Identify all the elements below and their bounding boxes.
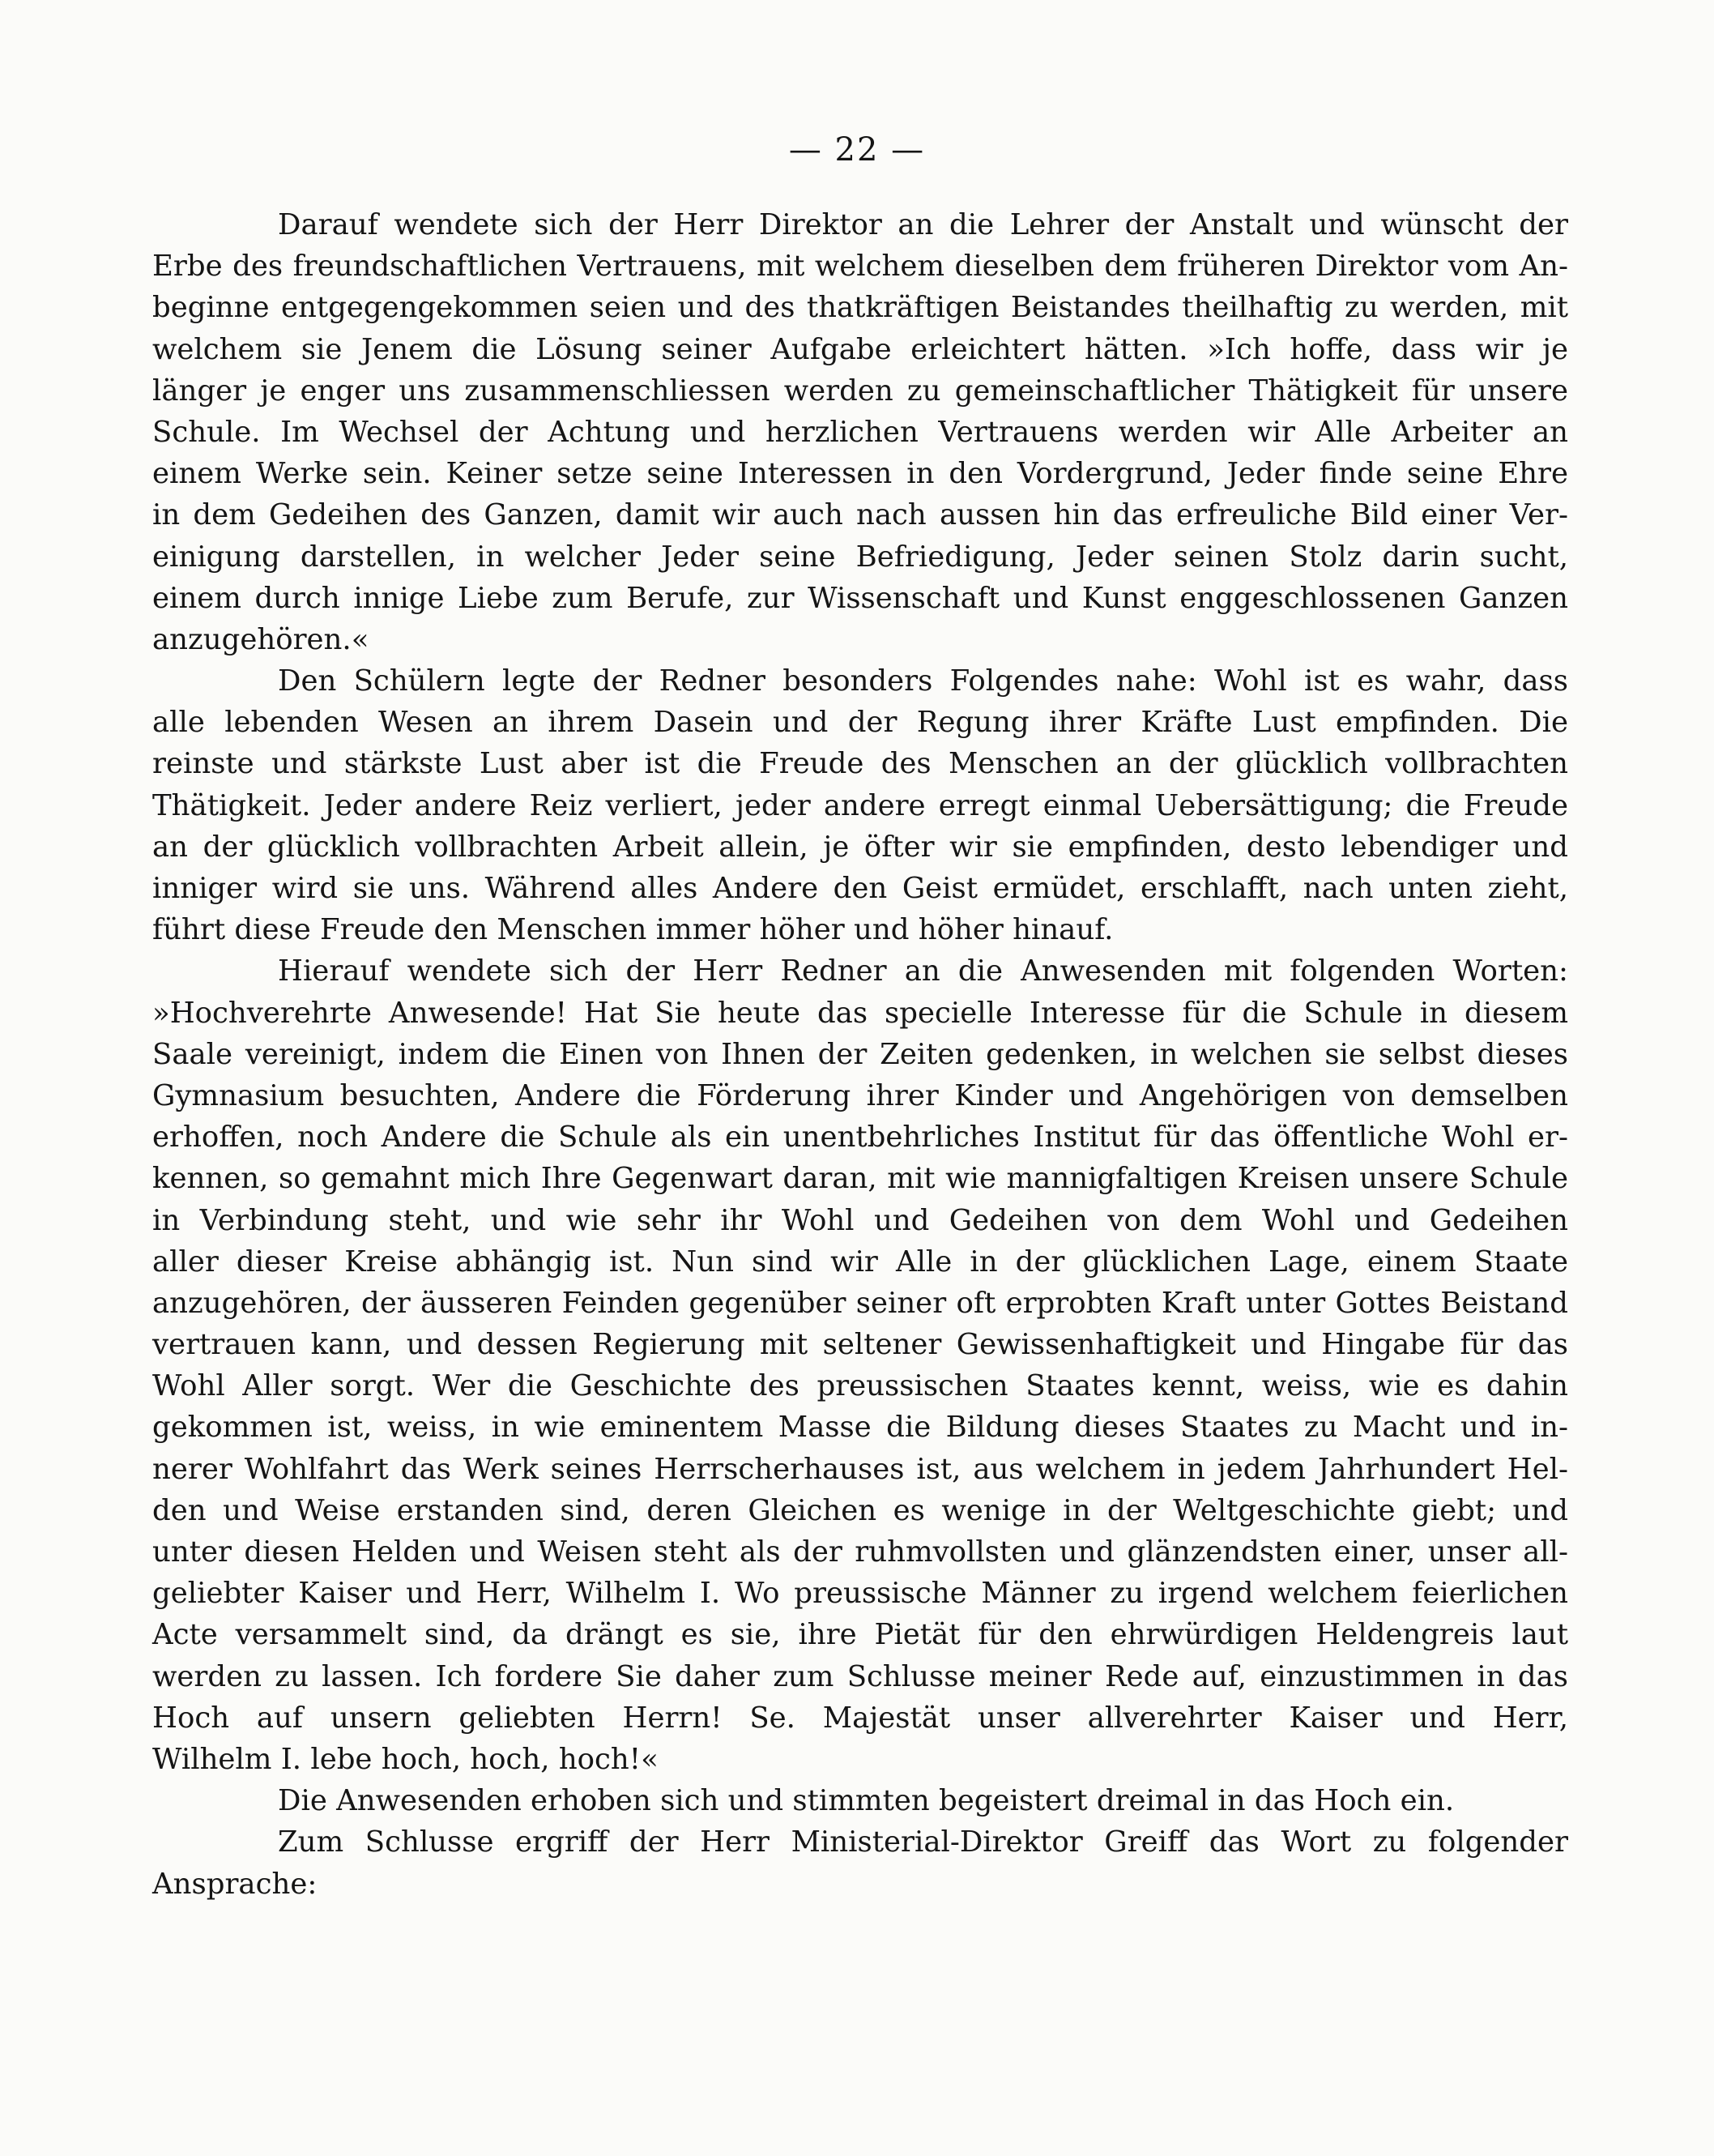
text-line: alle lebenden Wesen an ihrem Dasein und der Regung ihrer Kräfte Lust empfinden. Die [152, 706, 1568, 740]
paragraph-1 [152, 204, 1568, 660]
page-number: — 22 — [788, 131, 926, 169]
text-line: länger je enger uns zusammenschliessen werden zu gemeinschaftlicher Thätigkeit für unsere [152, 374, 1568, 408]
text-line: den und Weise erstanden sind, deren Gleichen es wenige in der Weltgeschichte giebt; und [152, 1493, 1568, 1527]
text-line: welchem sie Jenem die Lösung seiner Aufgabe erleichtert hätten. »Ich hoffe, dass wir je [152, 332, 1568, 366]
text-line: werden zu lassen. Ich fordere Sie daher zum Schlusse meiner Rede auf, einzustimmen in das [152, 1659, 1568, 1693]
text-line: aller dieser Kreise abhängig ist. Nun sind wir Alle in der glücklichen Lage, einem Staate [152, 1245, 1568, 1279]
text-line: anzugehören, der äusseren Feinden gegenüber seiner oft erprobten Kraft unter Gottes Beistand [152, 1286, 1568, 1320]
text-line: in Verbindung steht, und wie sehr ihr Wohl und Gedeihen von dem Wohl und Gedeihen [152, 1203, 1568, 1237]
text-line: Acte versammelt sind, da drängt es sie, ihre Pietät für den ehrwürdigen Heldengreis laut [152, 1618, 1568, 1652]
body-text [152, 204, 1568, 1905]
paragraph-4 [152, 1780, 1568, 1821]
text-line: Wohl Aller sorgt. Wer die Geschichte des preussischen Staates kennt, weiss, wie es dahin [152, 1369, 1568, 1403]
text-line: geliebter Kaiser und Herr, Wilhelm I. Wo preussische Männer zu irgend welchem feierlichen [152, 1577, 1568, 1611]
text-line: Thätigkeit. Jeder andere Reiz verliert, jeder andere erregt einmal Uebersättigung; die Freude [152, 788, 1568, 822]
text-line: Ansprache: [152, 1867, 318, 1901]
paragraph-3 [152, 950, 1568, 1780]
text-line: Gymnasium besuchten, Andere die Förderung ihrer Kinder und Angehörigen von demselben [152, 1078, 1568, 1112]
text-line: reinste und stärkste Lust aber ist die Freude des Menschen an der glücklich vollbrachten [152, 747, 1568, 781]
text-line: Darauf wendete sich der Herr Direktor an die Lehrer der Anstalt und wünscht der [278, 208, 1568, 241]
text-line: einigung darstellen, in welcher Jeder seine Befriedigung, Jeder seinen Stolz darin sucht, [152, 540, 1568, 574]
text-line: in dem Gedeihen des Ganzen, damit wir auch nach aussen hin das erfreuliche Bild einer Ver- [152, 498, 1568, 532]
text-line: Hierauf wendete sich der Herr Redner an die Anwesenden mit folgenden Worten: [278, 954, 1568, 988]
text-line: Schule. Im Wechsel der Achtung und herzlichen Vertrauens werden wir Alle Arbeiter an [152, 415, 1568, 449]
text-line: vertrauen kann, und dessen Regierung mit seltener Gewissenhaftigkeit und Hingabe für das [152, 1328, 1568, 1362]
text-line: führt diese Freude den Menschen immer höher und höher hinauf. [152, 913, 1114, 947]
text-line: erhoffen, noch Andere die Schule als ein unentbehrliches Institut für das öffentliche Wohl er- [152, 1121, 1568, 1155]
text-line: Hoch auf unsern geliebten Herrn! Se. Majestät unser allverehrter Kaiser und Herr, [152, 1701, 1568, 1735]
text-line: Die Anwesenden erhoben sich und stimmten begeistert dreimal in das Hoch ein. [278, 1784, 1455, 1818]
text-line: Zum Schlusse ergriff der Herr Ministerial-Direktor Greiff das Wort zu folgender [278, 1825, 1568, 1859]
text-line: anzugehören.« [152, 622, 369, 656]
text-line: einem durch innige Liebe zum Berufe, zur Wissenschaft und Kunst enggeschlossenen Ganzen [152, 581, 1568, 615]
text-line: einem Werke sein. Keiner setze seine Interessen in den Vordergrund, Jeder finde seine Ehre [152, 457, 1568, 491]
text-line: nerer Wohlfahrt das Werk seines Herrscherhauses ist, aus welchem in jedem Jahrhundert Hel- [152, 1452, 1568, 1486]
text-line: Saale vereinigt, indem die Einen von Ihnen der Zeiten gedenken, in welchen sie selbst dieses [152, 1037, 1568, 1071]
text-line: kennen, so gemahnt mich Ihre Gegenwart daran, mit wie mannigfaltigen Kreisen unsere Schule [152, 1162, 1568, 1196]
text-line: inniger wird sie uns. Während alles Andere den Geist ermüdet, erschlafft, nach unten zieht, [152, 872, 1568, 905]
paragraph-2 [152, 660, 1568, 950]
text-line: beginne entgegengekommen seien und des thatkräftigen Beistandes theilhaftig zu werden, mit [152, 291, 1568, 325]
paragraph-5 [152, 1821, 1568, 1904]
text-line: gekommen ist, weiss, in wie eminentem Masse die Bildung dieses Staates zu Macht und in- [152, 1411, 1568, 1445]
text-line: an der glücklich vollbrachten Arbeit allein, je öfter wir sie empfinden, desto lebendiger und [152, 830, 1568, 864]
text-line: unter diesen Helden und Weisen steht als der ruhmvollsten und glänzendsten einer, unser all- [152, 1535, 1568, 1569]
text-line: Wilhelm I. lebe hoch, hoch, hoch!« [152, 1742, 659, 1776]
text-line: »Hochverehrte Anwesende! Hat Sie heute das specielle Interesse für die Schule in diesem [152, 996, 1568, 1030]
text-line: Erbe des freundschaftlichen Vertrauens, mit welchem dieselben dem früheren Direktor vom An- [152, 250, 1568, 284]
text-line: Den Schülern legte der Redner besonders Folgendes nahe: Wohl ist es wahr, dass [278, 664, 1568, 698]
